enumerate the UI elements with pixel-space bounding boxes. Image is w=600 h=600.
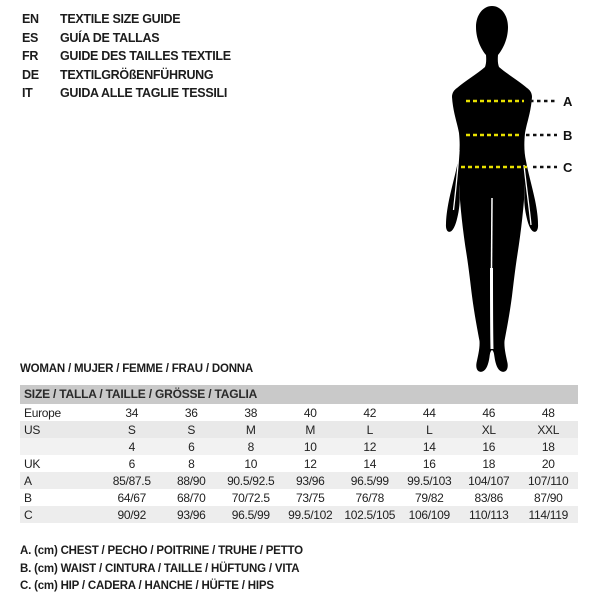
language-row-fr [22,47,231,66]
table-cell: 16 [482,439,496,454]
table-cell: 70/72.5 [231,490,270,505]
table-cell: 36 [184,405,198,420]
table-cell: 6 [188,439,195,454]
table-cell: 99.5/102 [288,507,333,522]
table-cell: 93/96 [176,507,206,522]
table-cell: 10 [244,456,258,471]
table-cell: 73/75 [295,490,325,505]
measurement-figure [420,0,600,380]
language-row-de [22,66,231,85]
table-cell: 14 [422,439,436,454]
language-code: FR [22,49,39,64]
woman-silhouette-diagram [420,0,600,380]
table-cell: 90/92 [117,507,147,522]
size-table-section [20,363,578,523]
table-cell: 102.5/105 [344,507,396,522]
table-cell: 8 [188,456,195,471]
table-cell: 10 [303,439,317,454]
table-cell: 88/90 [176,473,206,488]
table-cell: 34 [125,405,139,420]
table-cell: 106/109 [408,507,450,522]
table-cell: 83/86 [474,490,504,505]
table-cell: 64/67 [117,490,147,505]
leg-gap-line [492,198,493,268]
table-cell: S [127,422,136,437]
table-cell: 38 [244,405,258,420]
language-code: EN [22,12,39,27]
table-cell: 40 [303,405,317,420]
table-cell: 18 [541,439,555,454]
table-cell: 44 [422,405,436,420]
legend-line-hip: C. (cm) HIP / CADERA / HANCHE / HÜFTE / HIPS [20,580,274,592]
table-cell: 110/113 [469,507,509,522]
leg-gap-line-lower [492,268,493,349]
table-cell: 12 [363,439,377,454]
table-cell: L [426,422,433,437]
table-title: WOMAN / MUJER / FEMME / FRAU / DONNA [20,363,254,375]
table-row [20,421,578,438]
language-label: TEXTILE SIZE GUIDE [60,12,181,27]
row-label: A [24,473,32,488]
row-label: Europe [24,405,61,420]
table-row [20,455,578,472]
language-row-es [22,29,231,48]
table-cell: 87/90 [533,490,563,505]
table-cell: 93/96 [295,473,325,488]
language-code: ES [22,30,39,45]
table-cell: 96.5/99 [350,473,389,488]
table-cell: 12 [303,456,317,471]
table-cell: 42 [363,405,377,420]
table-cell: 85/87.5 [112,473,151,488]
row-label: US [24,422,41,437]
measurement-legend [20,543,303,596]
table-cell: 18 [482,456,496,471]
table-cell: L [366,422,373,437]
language-code: IT [22,86,33,101]
table-cell: 4 [128,439,135,454]
legend-line-waist: B. (cm) WAIST / CINTURA / TAILLE / HÜFTUNG / VITA [20,562,300,575]
table-header-band: SIZE / TALLA / TAILLE / GRÖSSE / TAGLIA [20,385,578,404]
table-cell: M [245,422,256,437]
table-cell: 6 [128,456,135,471]
table-cell: 68/70 [176,490,206,505]
marker-label-a: A [563,94,573,109]
table-cell: 14 [363,456,377,471]
row-label [20,438,102,455]
row-label: C [24,507,33,522]
size-table [20,404,578,523]
table-cell: XXL [537,422,560,437]
legend-line-chest: A. (cm) CHEST / PECHO / POITRINE / TRUHE / PETTO [20,545,303,557]
table-row [20,404,578,421]
table-cell: 46 [482,405,496,420]
language-code: DE [22,67,39,82]
table-cell: M [305,422,316,437]
table-cell: 107/110 [528,473,569,488]
table-cell: 99.5/103 [407,473,452,488]
table-row [20,472,578,489]
table-row [20,489,578,506]
language-label: GUÍA DE TALLAS [60,30,160,45]
table-cell: 16 [422,456,436,471]
table-row [20,438,578,455]
language-row-en [22,10,231,29]
table-cell: S [187,422,196,437]
marker-label-b: B [563,128,573,143]
language-title-list [22,10,231,103]
table-cell: XL [481,422,496,437]
table-cell: 48 [541,405,555,420]
table-cell: 96.5/99 [231,507,270,522]
table-cell: 76/78 [355,490,385,505]
table-cell: 8 [247,439,254,454]
table-cell: 20 [541,456,555,471]
marker-label-c: C [563,160,573,175]
table-cell: 90.5/92.5 [227,473,275,488]
row-label: B [24,490,32,505]
table-cell: 114/119 [528,507,568,522]
language-label: GUIDE DES TAILLES TEXTILE [60,49,231,64]
language-label: TEXTILGRÖßENFÜHRUNG [60,67,214,82]
language-row-it [22,84,231,103]
table-row [20,506,578,523]
row-label: UK [24,456,41,471]
language-label: GUIDA ALLE TAGLIE TESSILI [60,86,228,101]
table-cell: 104/107 [468,473,510,488]
table-cell: 79/82 [414,490,444,505]
